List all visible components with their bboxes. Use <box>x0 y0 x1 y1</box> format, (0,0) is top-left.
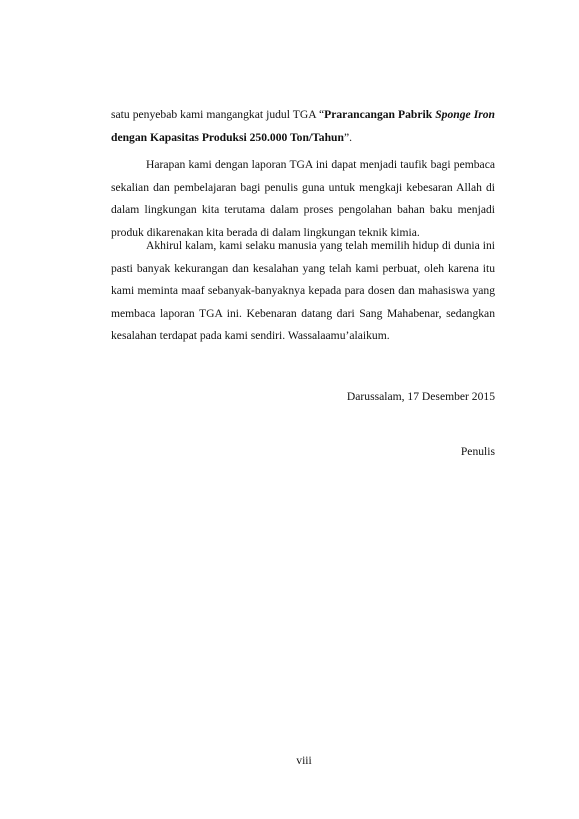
report-title-part1: Prarancangan Pabrik <box>324 108 436 121</box>
place-and-date: Darussalam, 17 Desember 2015 <box>346 390 495 403</box>
paragraph-title-reference <box>111 104 495 149</box>
paragraph-tail: ”. <box>343 130 352 144</box>
paragraph-closing: Akhirul kalam, kami selaku manusia yang telah memilih hidup di dunia ini pasti banyak kekurangan dan kesalahan yang telah kami perbuat, oleh karena itu kami meminta maaf sebanyak-banyaknya kepada para dosen dan mahasiswa yang membaca laporan TGA ini. Kebenaran datang dari Sang Mahabenar, sedangkan kesalahan terdapat pada kami sendiri. Wassalaamu’alaikum. <box>111 239 495 342</box>
author-label: Penulis <box>460 445 495 458</box>
paragraph-hope: Harapan kami dengan laporan TGA ini dapat menjadi taufik bagi pembaca sekalian dan pembelajaran bagi penulis guna untuk mengkaji kebesaran Allah di dalam lingkungan kita terutama dalam proses pengolahan bahan baku menjadi produk dikarenakan kita berada di dalam lingkungan teknik kimia. <box>111 158 495 239</box>
page-number: viii <box>296 754 312 767</box>
paragraph-lead: satu penyebab kami mangangkat judul TGA “ <box>111 108 325 121</box>
report-title-part2: dengan Kapasitas Produksi 250.000 Ton/Tahun <box>111 130 344 144</box>
report-title-italic: Sponge Iron <box>435 108 495 121</box>
